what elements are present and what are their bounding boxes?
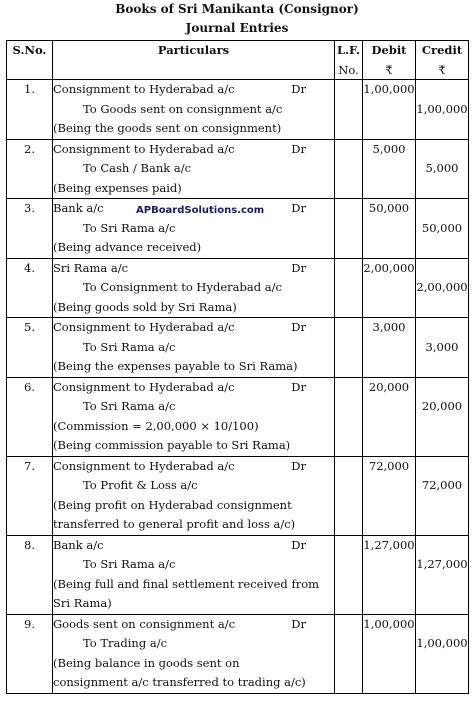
entry-particulars-cell — [53, 318, 335, 378]
entry-credit-amount: 50,000 — [421, 220, 463, 235]
entry-narration: (Being full and final settlement received from — [53, 576, 320, 591]
entry-debit-line — [53, 536, 334, 556]
entry-debit-account: Bank a/c — [53, 201, 104, 215]
entry-narration: Sri Rama) — [53, 596, 112, 610]
entry-sno: 4. — [24, 260, 35, 275]
entry-lf-cell — [335, 614, 363, 693]
entry-credit-cell — [416, 614, 469, 693]
entry-debit-amount: 50,000 — [368, 201, 410, 215]
entry-dr-label: Dr — [291, 141, 306, 156]
entry-credit-cell — [416, 80, 469, 140]
header-debit — [363, 41, 416, 80]
entry-debit-amount: 20,000 — [368, 379, 410, 394]
entry-debit-cell — [363, 614, 416, 693]
header-lf-label: L.F. — [336, 43, 361, 57]
entry-debit-account: Consignment to Hyderabad a/c — [53, 82, 235, 96]
journal-entry-row — [7, 535, 469, 614]
entry-dr-label: Dr — [291, 458, 306, 473]
entry-particulars-cell — [53, 614, 335, 693]
header-sno: S.No. — [7, 41, 53, 80]
journal-table — [6, 40, 469, 694]
entry-credit-amount: 5,000 — [425, 161, 459, 175]
entry-dr-label: Dr — [291, 320, 306, 334]
entry-credit-cell — [416, 139, 469, 199]
entry-credit-account: To Cash / Bank a/c — [83, 161, 192, 175]
entry-debit-account: Consignment to Hyderabad a/c — [53, 141, 235, 156]
entry-debit-cell — [363, 258, 416, 318]
entry-dr-label: Dr — [291, 537, 306, 552]
entry-debit-account: Bank a/c — [53, 537, 104, 552]
entry-particulars-cell — [53, 80, 335, 140]
entry-debit-cell — [363, 456, 416, 535]
entry-dr-label: Dr — [291, 616, 306, 631]
entry-debit-account: Sri Rama a/c — [53, 260, 129, 275]
entry-particulars-cell — [53, 377, 335, 456]
journal-entry-row — [7, 139, 469, 199]
entry-sno: 8. — [24, 537, 35, 552]
table-header-row — [7, 41, 469, 80]
entry-credit-amount: 2,00,000 — [416, 280, 468, 294]
entry-narration: transferred to general profit and loss a/c) — [53, 517, 296, 531]
entry-debit-amount: 72,000 — [368, 458, 410, 473]
entry-lf-cell — [335, 139, 363, 199]
entry-credit-account: To Sri Rama a/c — [83, 220, 176, 235]
entry-debit-amount: 1,00,000 — [363, 616, 415, 631]
entry-lf-cell — [335, 318, 363, 378]
entry-debit-amount: 1,27,000 — [363, 537, 415, 552]
journal-body — [7, 80, 469, 694]
entry-lf-cell — [335, 258, 363, 318]
watermark: APBoardSolutions.com — [136, 205, 265, 216]
entry-credit-account: To Sri Rama a/c — [83, 339, 176, 354]
entry-credit-account: To Goods sent on consignment a/c — [83, 101, 283, 116]
entry-debit-amount: 3,000 — [372, 320, 406, 334]
entry-debit-account: Consignment to Hyderabad a/c — [53, 379, 235, 394]
entry-debit-cell — [363, 377, 416, 456]
entry-dr-label: Dr — [291, 82, 306, 96]
entry-debit-cell — [363, 139, 416, 199]
entry-debit-line — [53, 318, 334, 338]
entry-credit-amount: 1,00,000 — [416, 636, 468, 650]
entry-narration: (Being the expenses payable to Sri Rama) — [53, 359, 298, 373]
journal-entry-row — [7, 80, 469, 140]
journal-entry-row — [7, 318, 469, 378]
journal-entry-row — [7, 456, 469, 535]
entry-debit-cell — [363, 535, 416, 614]
page-subtitle: Journal Entries — [185, 21, 289, 35]
header-credit-currency: ₹ — [438, 63, 446, 77]
header-debit-label: Debit — [371, 43, 407, 57]
entry-sno: 9. — [24, 616, 35, 631]
entry-particulars-cell — [53, 535, 335, 614]
entry-sno-cell — [7, 258, 53, 318]
entry-sno-cell — [7, 614, 53, 693]
entry-sno: 7. — [24, 458, 35, 473]
entry-sno-cell — [7, 456, 53, 535]
entry-dr-label: Dr — [291, 260, 306, 275]
entry-lf-cell — [335, 80, 363, 140]
entry-particulars-cell — [53, 139, 335, 199]
entry-credit-cell — [416, 535, 469, 614]
entry-narration: (Being goods sold by Sri Rama) — [53, 299, 237, 314]
entry-particulars-cell — [53, 456, 335, 535]
entry-credit-amount: 72,000 — [421, 478, 463, 492]
entry-credit-account: To Profit & Loss a/c — [83, 478, 198, 492]
entry-debit-line — [53, 457, 334, 477]
entry-sno: 2. — [24, 141, 35, 156]
entry-lf-cell — [335, 535, 363, 614]
entry-narration: (Being balance in goods sent on — [53, 655, 240, 670]
entry-debit-line — [53, 378, 334, 398]
entry-debit-account: Consignment to Hyderabad a/c — [53, 320, 235, 334]
entry-credit-account: To Sri Rama a/c — [83, 557, 176, 571]
entry-credit-cell — [416, 377, 469, 456]
header-lf — [335, 41, 363, 80]
entry-debit-account: Goods sent on consignment a/c — [53, 616, 236, 631]
entry-debit-line — [53, 615, 334, 635]
entry-debit-amount: 5,000 — [372, 141, 406, 156]
entry-narration: consignment a/c transferred to trading a/c) — [53, 675, 306, 689]
entry-credit-amount: 1,00,000 — [416, 101, 468, 116]
entry-sno: 3. — [24, 201, 35, 215]
entry-sno-cell — [7, 377, 53, 456]
entry-sno-cell — [7, 199, 53, 259]
entry-sno: 5. — [24, 320, 35, 334]
entry-credit-account: To Trading a/c — [83, 636, 168, 650]
entry-sno-cell — [7, 139, 53, 199]
page-title: Books of Sri Manikanta (Consignor) — [115, 2, 359, 16]
entry-credit-cell — [416, 199, 469, 259]
entry-dr-label: Dr — [291, 201, 306, 215]
entry-sno: 6. — [24, 379, 35, 394]
entry-narration: (Being the goods sent on consignment) — [53, 121, 282, 135]
entry-narration: (Being profit on Hyderabad consignment — [53, 497, 292, 512]
entry-credit-cell — [416, 456, 469, 535]
entry-lf-cell — [335, 199, 363, 259]
journal-entry-row — [7, 377, 469, 456]
entry-credit-cell — [416, 258, 469, 318]
entry-narration: (Commission = 2,00,000 × 10/100) — [53, 418, 259, 433]
entry-sno-cell — [7, 535, 53, 614]
entry-debit-account: Consignment to Hyderabad a/c — [53, 458, 235, 473]
entry-debit-cell — [363, 199, 416, 259]
entry-credit-amount: 20,000 — [421, 399, 463, 413]
entry-credit-account: To Sri Rama a/c — [83, 399, 176, 413]
entry-credit-cell — [416, 318, 469, 378]
entry-credit-amount: 3,000 — [425, 339, 459, 354]
entry-sno-cell — [7, 318, 53, 378]
entry-sno-cell — [7, 80, 53, 140]
entry-debit-amount: 1,00,000 — [363, 82, 415, 96]
entry-lf-cell — [335, 377, 363, 456]
entry-debit-line — [53, 80, 334, 100]
journal-entry-row — [7, 258, 469, 318]
entry-particulars-cell — [53, 258, 335, 318]
entry-narration: (Being expenses paid) — [53, 180, 182, 195]
header-particulars: Particulars — [53, 41, 335, 80]
entry-dr-label: Dr — [291, 379, 306, 394]
entry-debit-cell — [363, 318, 416, 378]
entry-debit-line — [53, 140, 334, 160]
entry-debit-line — [53, 259, 334, 279]
entry-credit-amount: 1,27,000 — [416, 557, 468, 571]
header-credit — [416, 41, 469, 80]
entry-lf-cell — [335, 456, 363, 535]
entry-credit-account: To Consignment to Hyderabad a/c — [83, 280, 282, 294]
entry-sno: 1. — [24, 82, 35, 96]
entry-narration: (Being advance received) — [53, 240, 202, 254]
header-credit-label: Credit — [421, 43, 463, 57]
entry-debit-cell — [363, 80, 416, 140]
header-lf-no: No. — [338, 63, 359, 77]
entry-debit-amount: 2,00,000 — [363, 260, 415, 275]
header-debit-currency: ₹ — [385, 63, 393, 77]
journal-entry-row — [7, 614, 469, 693]
entry-narration: (Being commission payable to Sri Rama) — [53, 438, 291, 452]
